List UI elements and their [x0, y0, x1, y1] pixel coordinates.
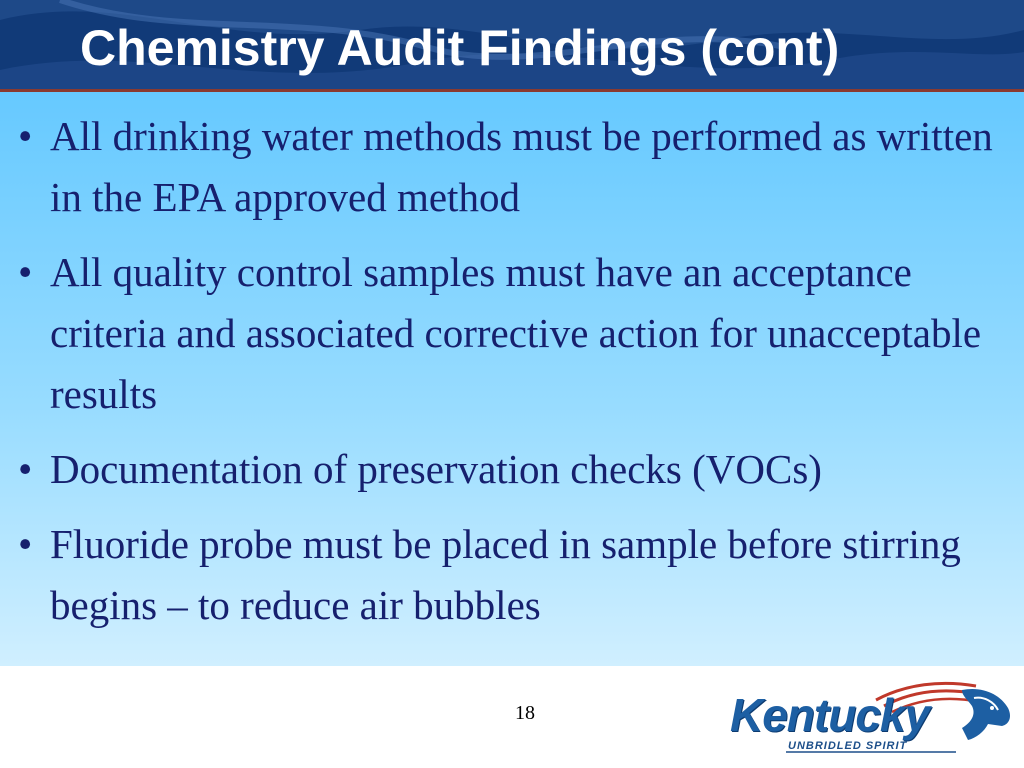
bullet-item	[18, 242, 1018, 425]
bullet-text: All quality control samples must have an acceptance criteria and associated corrective action for unacceptable results	[50, 249, 982, 417]
logo-tagline: UNBRIDLED SPIRIT	[788, 740, 908, 752]
slide-title: Chemistry Audit Findings (cont)	[80, 20, 840, 76]
bullet-item	[18, 106, 1018, 228]
slide-header	[0, 0, 1024, 90]
bullet-text: Documentation of preservation checks (VOCs)	[50, 446, 822, 492]
bullet-item	[18, 439, 1018, 500]
bullet-marker: •	[18, 446, 33, 492]
bullet-list	[18, 106, 1018, 650]
logo-wordmark: Kentucky	[730, 689, 930, 741]
slide-content	[0, 92, 1024, 666]
bullet-item	[18, 514, 1018, 636]
bullet-marker: •	[18, 521, 33, 567]
bullet-text: All drinking water methods must be performed as written in the EPA approved method	[50, 113, 993, 220]
kentucky-logo	[726, 678, 1016, 760]
page-number: 18	[515, 702, 535, 724]
bullet-marker: •	[18, 249, 33, 295]
bullet-text: Fluoride probe must be placed in sample before stirring begins – to reduce air bubbles	[50, 521, 961, 628]
bullet-marker: •	[18, 113, 33, 159]
